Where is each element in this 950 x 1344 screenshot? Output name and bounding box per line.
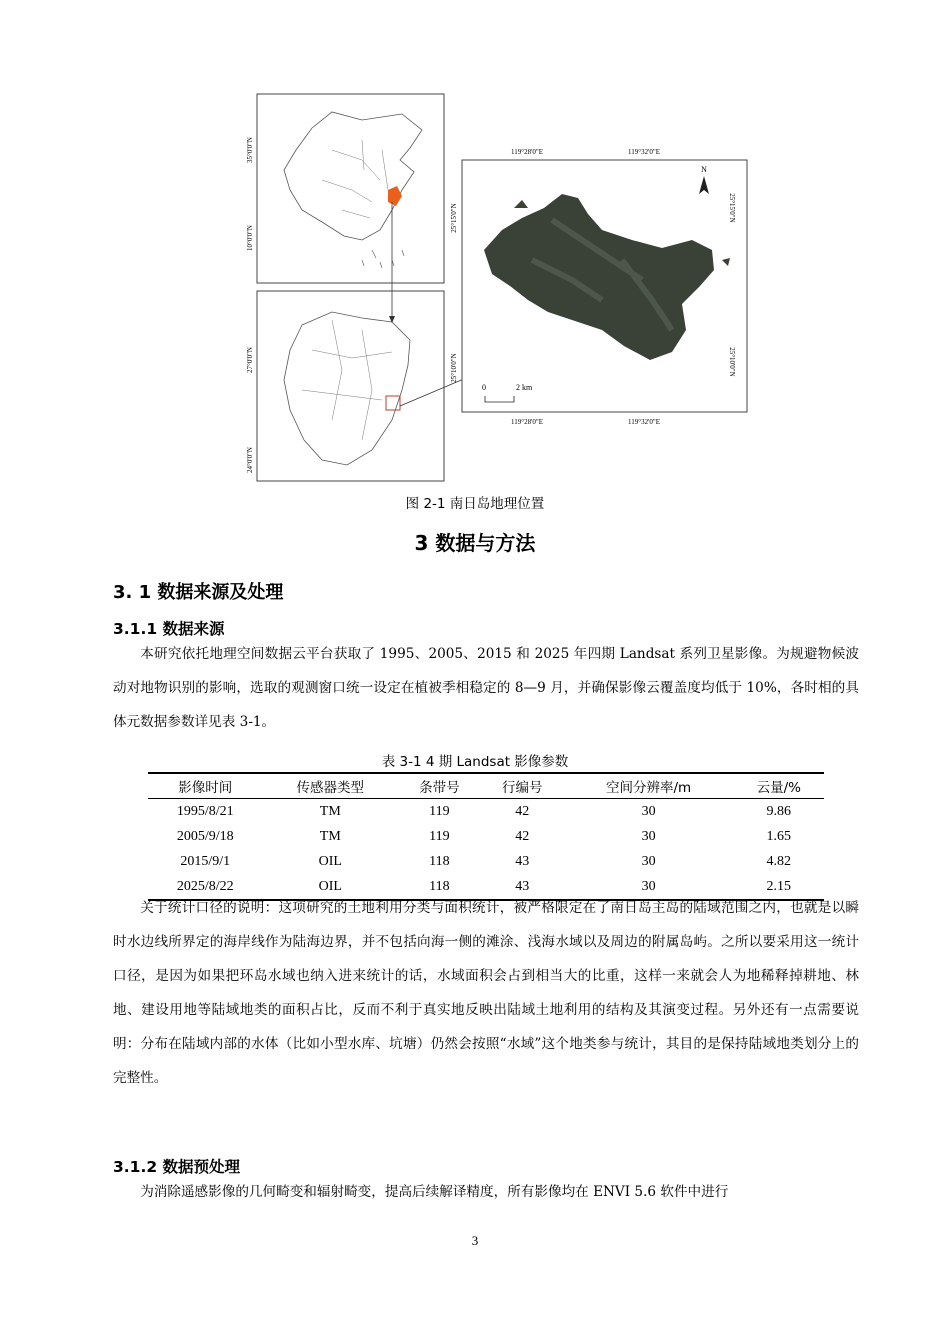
figure-caption: 图 2-1 南日岛地理位置 [405, 496, 545, 512]
location-figure [246, 90, 752, 486]
paragraph-data-source: 本研究依托地理空间数据云平台获取了 1995、2005、2015 和 2025 年四期 Landsat 系列卫星影像。为规避物候波动对地物识别的影响，选取的观测窗口统一设定在植被季相稳定的 8—9 月，并确保影像云覆盖度均低于 10%，各时相的具体元数据参数详见表 3-1。 [113, 646, 859, 730]
table-cell: 2.15 [734, 874, 824, 900]
china-lat-tick-1: 35°0'0"N [246, 137, 254, 163]
table-cell: 2025/8/22 [148, 874, 263, 900]
header-cell: 传感器类型 [263, 773, 398, 799]
table-cell: OIL [263, 874, 398, 900]
table-cell: 2005/9/18 [176, 828, 234, 844]
inset-top-tick-1: 119°28'0"E [511, 148, 543, 156]
table-cell: TM [319, 803, 341, 819]
china-map-frame [257, 94, 444, 283]
section-title: 3. 1 数据来源及处理 [113, 582, 284, 603]
header-cell: 条带号 [398, 773, 481, 799]
header-cell: 行编号 [481, 773, 564, 799]
header-cell: 空间分辨率/m [564, 773, 734, 799]
table-cell: 30 [641, 853, 656, 869]
page-number: 3 [471, 1233, 479, 1248]
table-cell: 30 [564, 874, 734, 900]
table-cell: 42 [515, 828, 530, 844]
table-cell: 1995/8/21 [176, 803, 234, 819]
fujian-lat-tick-2: 24°0'0"N [246, 447, 254, 473]
scale-zero: 0 [482, 383, 486, 392]
header-cell: 影像时间 [148, 773, 263, 799]
inset-left-tick-2: 25°10'0"N [450, 353, 458, 383]
table-cell: 118 [429, 853, 450, 869]
inset-bottom-tick-1: 119°28'0"E [511, 418, 543, 426]
paragraph-preprocessing: 为消除遥感影像的几何畸变和辐射畸变，提高后续解译精度，所有影像均在 ENVI 5.6 软件中进行 [140, 1184, 729, 1200]
table-cell: 4.82 [766, 853, 792, 869]
location-map [246, 90, 752, 486]
inset-right-tick-2: 25°10'0"N [728, 347, 736, 377]
table-row [148, 799, 824, 825]
table-cell: 43 [515, 853, 530, 869]
table-cell: 1.65 [766, 828, 792, 844]
table-cell: 42 [515, 803, 530, 819]
inset-bottom-tick-2: 119°32'0"E [628, 418, 660, 426]
table-caption: 表 3-1 4 期 Landsat 影像参数 [381, 754, 569, 770]
china-lat-tick-2: 10°0'0"N [246, 225, 254, 251]
inset-top-tick-2: 119°32'0"E [628, 148, 660, 156]
table-cell: 118 [398, 874, 481, 900]
table-cell: TM [319, 828, 341, 844]
inset-left-tick-1: 25°15'0"N [450, 203, 458, 233]
table-cell: 30 [641, 828, 656, 844]
table-cell: OIL [318, 853, 342, 869]
fujian-lat-tick-1: 27°0'0"N [246, 347, 254, 373]
scale-label: 2 km [516, 383, 533, 392]
north-label: N [701, 165, 707, 174]
table-header-row [148, 773, 824, 799]
table-cell: 2015/9/1 [180, 853, 231, 869]
table-row [148, 824, 824, 849]
table-cell: 9.86 [766, 803, 792, 819]
table-cell: 30 [641, 803, 656, 819]
table-cell: 119 [429, 803, 450, 819]
table-cell: 119 [429, 828, 450, 844]
subsection-title-preprocessing: 3.1.2 数据预处理 [113, 1158, 241, 1176]
inset-right-tick-1: 25°15'0"N [728, 193, 736, 223]
subsection-title-data-source: 3.1.1 数据来源 [113, 620, 225, 638]
header-cell: 云量/% [734, 773, 824, 799]
landsat-parameter-table [148, 772, 824, 901]
table-row [148, 849, 824, 874]
chapter-title: 3 数据与方法 [414, 531, 536, 555]
table-cell: 43 [481, 874, 564, 900]
paragraph-statistical-scope: 关于统计口径的说明：这项研究的土地利用分类与面积统计，被严格限定在了南日岛主岛的陆域范围之内，也就是以瞬时水边线所界定的海岸线作为陆海边界，并不包括向海一侧的滩涂、浅海水域以及周边的附属岛屿。之所以要采用这一统计口径，是因为如果把环岛水域也纳入进来统计的话，水域面积会占到相当大的比重，这样一来就会人为地稀释掉耕地、林地、建设用地等陆域地类的面积占比，反而不利于真实地反映出陆域土地利用的结构及其演变过程。另外还有一点需要说明：分布在陆域内部的水体（比如小型水库、坑塘）仍然会按照“水域”这个地类参与统计，其目的是保持陆域地类划分上的完整性。 [113, 900, 859, 1086]
